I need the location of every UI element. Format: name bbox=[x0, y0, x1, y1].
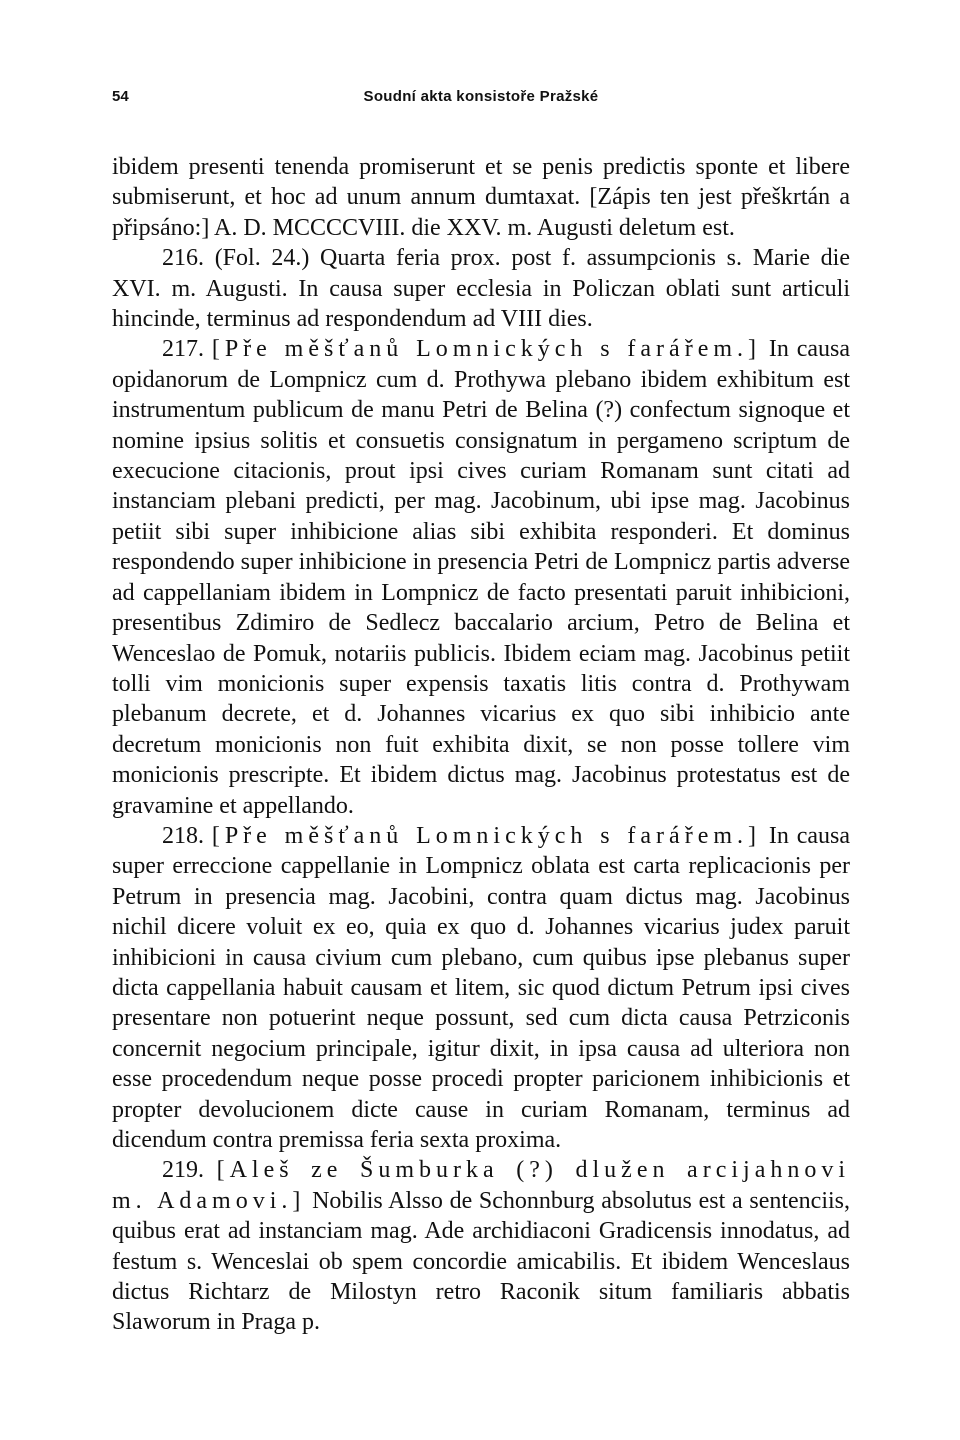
entry-heading: [Pře měšťanů Lomnických s farářem.] bbox=[211, 336, 762, 363]
entry-219 bbox=[112, 1155, 850, 1337]
entry-heading: [Pře měšťanů Lomnických s farářem.] bbox=[211, 822, 762, 849]
entry-number: 219. bbox=[162, 1157, 204, 1184]
running-header bbox=[112, 88, 850, 114]
entry-216 bbox=[112, 243, 850, 334]
paragraph-text: ibidem presenti tenenda promiserunt et se penis predictis sponte et libere submiserunt, et hoc ad unum annum dumtaxat. [Zápis ten jest přeškrtán a připsáno:] A. D. MCCCCVIII. die XXV. m. Augusti deletum est. bbox=[112, 154, 850, 241]
paragraph-continuation bbox=[112, 152, 850, 243]
entry-218 bbox=[112, 821, 850, 1155]
entry-217 bbox=[112, 334, 850, 821]
entry-number: 218. bbox=[162, 822, 204, 849]
entry-number: 217. bbox=[162, 336, 204, 363]
running-title: Soudní akta konsistoře Pražské bbox=[363, 88, 599, 105]
entry-text: Nobilis Alsso de Schonnburg absolutus est a sentenciis, quibus erat ad instanciam mag. Ade archidiaconi Gradicensis innodatus, ad festum s. Wenceslai ob spem concordie amicabilis. Et ibidem Wenceslaus dictus Richtarz de Milostyn retro Raconik situm familiaris abbatis Slaworum in Praga p. bbox=[112, 1187, 850, 1336]
entry-text: In causa opidanorum de Lompnicz cum d. Prothywa plebano ibidem exhibitum est instrumentum publicum de manu Petri de Belina (?) confectum signoque et nomine ipsius solitis et consuetis consignatum in pergameno scriptum de execucione citacionis, prout ipsi cives curiam Romanam sunt citati ad instanciam plebani predicti, per mag. Jacobinum, ubi ipse mag. Jacobinus petiit sibi super inhibicione alias sibi exhibita responderi. Et dominus respondendo super inhibicione in presencia Petri de Lompnicz partis adverse ad cappellaniam ibidem in Lompnicz de facto presentati paruit inhibicioni, presentibus Zdimiro de Sedlecz baccalario arcium, Petro de Belina et Wenceslao de Pomuk, notariis publicis. Ibidem eciam mag. Jacobinus petiit tolli vim monicionis super expensis taxatis litis contra d. Prothywam plebanum decrete, et d. Johannes vicarius ex quo sibi inhibicio ante decretum monicionis non fuit exhibita dixit, se non posse tollere vim monicionis prescripte. Et ibidem dictus mag. Jacobinus protestatus est de gravamine et appellando. bbox=[112, 336, 850, 819]
document-page bbox=[112, 88, 850, 1338]
entry-heading: [Aleš ze Šumburka (?) dlužen arcijahnovi m. Adamovi.] bbox=[112, 1157, 851, 1214]
page-number: 54 bbox=[112, 88, 129, 105]
entry-number: 216. bbox=[162, 245, 204, 272]
body-text bbox=[112, 152, 850, 1338]
entry-text: (Fol. 24.) Quarta feria prox. post f. assumpcionis s. Marie die XVI. m. Augusti. In causa super ecclesia in Policzan oblati sunt articuli hincinde, terminus ad respondendum ad VIII dies. bbox=[112, 245, 851, 333]
entry-text: In causa super erreccione cappellanie in Lompnicz oblata est carta replicacionis per Petrum in presencia mag. Jacobini, contra quam dictus mag. Jacobinus nichil dicere voluit ex eo, quia ex quo d. Johannes vicarius judex paruit inhibicioni in causa civium cum plebano, cum quibus ipse plebanus super dicta cappellania habuit causam et litem, sic quod dictum Petrum ipsi cives presentare non potuerint neque possunt, sed cum dicta causa Petrziconis concernit negocium principale, igitur dixit, in ipsa causa ad ulteriora non esse procedendum neque posse procedi propter paricionem inhibicionis et propter devolucionem dicte cause in curiam Romanam, terminus ad dicendum contra premissa feria sexta proxima. bbox=[112, 822, 850, 1153]
